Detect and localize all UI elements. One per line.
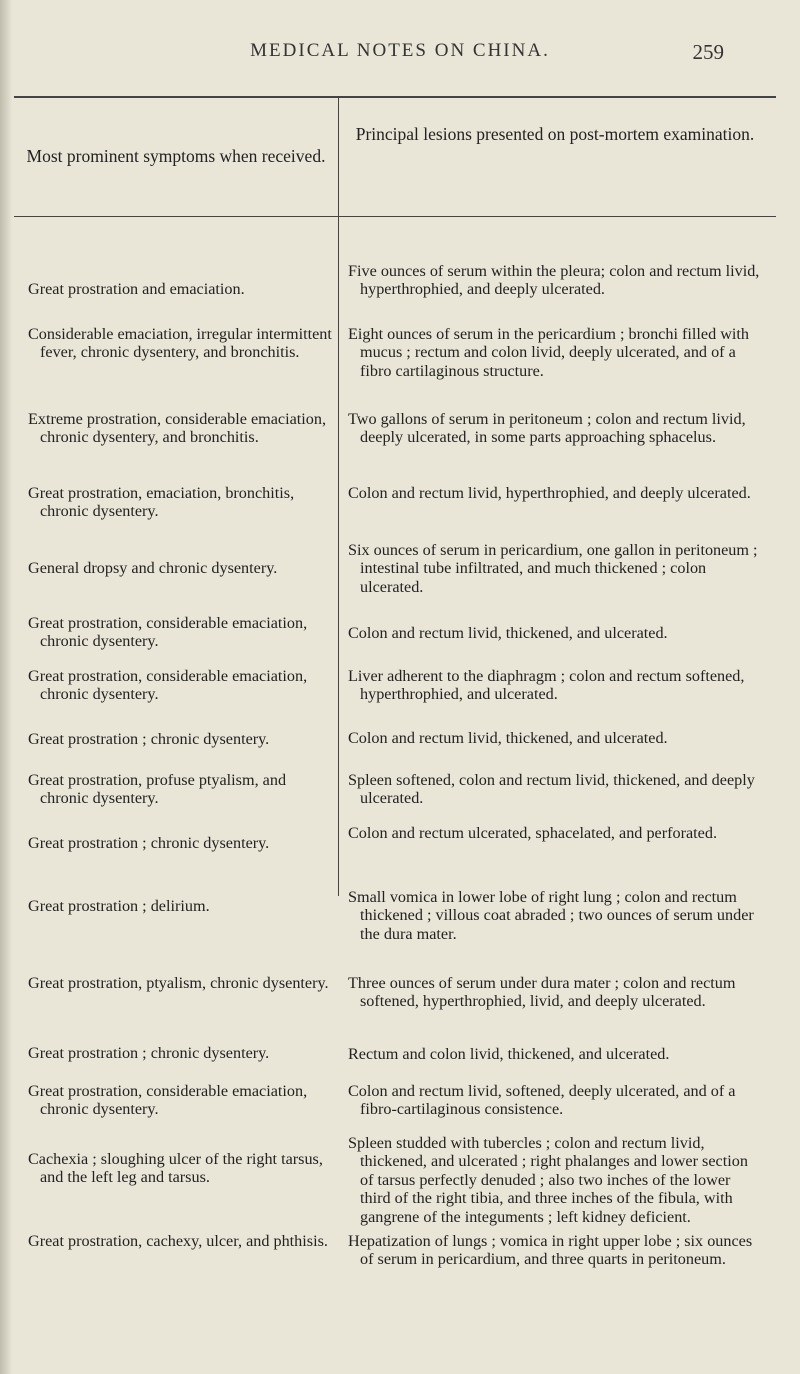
table-row-symptoms: Great prostration ; chronic dysentery.	[28, 730, 270, 748]
table-row-symptoms: Great prostration ; chronic dysentery.	[28, 1044, 270, 1062]
table-row-lesions: Eight ounces of serum in the pericardium ; bronchi filled with mucus ; rectum and colon livid, deeply ulcerated, and of a fibro cartilaginous structure.	[348, 325, 749, 380]
table-row-lesions: Colon and rectum livid, thickened, and ulcerated.	[348, 729, 668, 747]
table-row-lesions: Liver adherent to the diaphragm ; colon and rectum softened, hyperthrophied, and ulcerated.	[348, 667, 745, 704]
table-row-lesions: Five ounces of serum within the pleura; colon and rectum livid, hyperthrophied, and deeply ulcerated.	[348, 262, 760, 299]
table-row-symptoms: Great prostration, ptyalism, chronic dysentery.	[28, 974, 329, 992]
table-row-lesions: Two gallons of serum in peritoneum ; colon and rectum livid, deeply ulcerated, in some parts approaching sphacelus.	[348, 410, 746, 447]
table-row-symptoms: Great prostration, profuse ptyalism, and chronic dysentery.	[28, 771, 287, 808]
table-top-rule	[14, 96, 776, 98]
running-title: MEDICAL NOTES ON CHINA.	[250, 40, 550, 61]
table-row-symptoms: Great prostration, considerable emaciation, chronic dysentery.	[28, 1082, 308, 1119]
page-number: 259	[692, 40, 724, 64]
table-row-lesions: Colon and rectum livid, thickened, and ulcerated.	[348, 624, 668, 642]
column-header-lesions: Principal lesions presented on post-mortem examination.	[355, 124, 755, 144]
table-row-lesions: Colon and rectum livid, hyperthrophied, and deeply ulcerated.	[348, 484, 751, 502]
column-header-symptoms: Most prominent symptoms when received.	[26, 146, 326, 166]
column-divider	[338, 96, 339, 896]
table-row-lesions: Colon and rectum ulcerated, sphacelated, and perforated.	[348, 824, 718, 842]
table-row-symptoms: Great prostration, emaciation, bronchitis, chronic dysentery.	[28, 484, 295, 521]
table-row-symptoms: Great prostration ; chronic dysentery.	[28, 834, 270, 852]
table-row-symptoms: Great prostration and emaciation.	[28, 280, 245, 298]
table-row-lesions: Six ounces of serum in pericardium, one gallon in peritoneum ; intestinal tube infiltrated, and much thickened ; colon ulcerated.	[348, 541, 758, 596]
table-row-symptoms: Great prostration, cachexy, ulcer, and phthisis.	[28, 1232, 328, 1250]
table-row-symptoms: General dropsy and chronic dysentery.	[28, 559, 278, 577]
table-row-symptoms: Extreme prostration, considerable emaciation, chronic dysentery, and bronchitis.	[28, 410, 327, 447]
page-binding-shadow	[0, 0, 12, 1374]
header-bottom-rule	[14, 216, 776, 217]
table-row-lesions: Spleen studded with tubercles ; colon and rectum livid, thickened, and ulcerated ; right phalanges and lower section of tarsus perfectly denuded ; also two inches of the lower third of the right tibia, and three inches of the fibula, with gangrene of the integuments ; left kidney deficient.	[348, 1134, 748, 1226]
table-row-symptoms: Great prostration, considerable emaciation, chronic dysentery.	[28, 667, 308, 704]
table-row-lesions: Hepatization of lungs ; vomica in right upper lobe ; six ounces of serum in pericardium, and three quarts in peritoneum.	[348, 1232, 753, 1269]
table-row-symptoms: Cachexia ; sloughing ulcer of the right tarsus, and the left leg and tarsus.	[28, 1150, 323, 1187]
table-row-lesions: Three ounces of serum under dura mater ; colon and rectum softened, hyperthrophied, livid, and deeply ulcerated.	[348, 974, 736, 1011]
table-row-symptoms: Great prostration ; delirium.	[28, 897, 210, 915]
table-row-lesions: Small vomica in lower lobe of right lung ; colon and rectum thickened ; villous coat abraded ; two ounces of serum under the dura mater.	[348, 888, 754, 943]
table-row-lesions: Spleen softened, colon and rectum livid, thickened, and deeply ulcerated.	[348, 771, 755, 808]
table-row-lesions: Rectum and colon livid, thickened, and ulcerated.	[348, 1045, 670, 1063]
table-row-symptoms: Considerable emaciation, irregular intermittent fever, chronic dysentery, and bronchitis.	[28, 325, 332, 362]
table-row-lesions: Colon and rectum livid, softened, deeply ulcerated, and of a fibro-cartilaginous consistence.	[348, 1082, 736, 1119]
table-row-symptoms: Great prostration, considerable emaciation, chronic dysentery.	[28, 614, 308, 651]
